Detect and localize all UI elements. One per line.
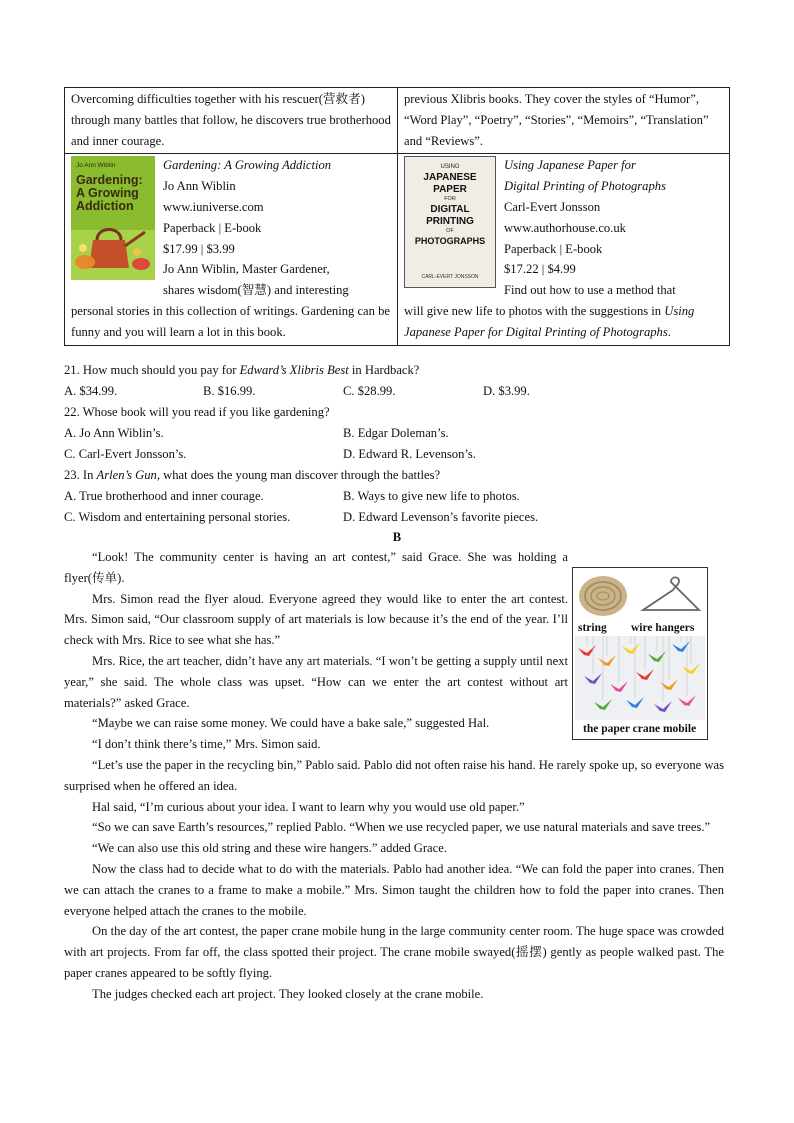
gardening-price: $17.99 | $3.99	[163, 241, 235, 256]
question-text: 21. How much should you pay for	[64, 363, 240, 377]
gardening-website: www.iuniverse.com	[163, 199, 264, 214]
question-text: 22. Whose book will you read if you like gardening?	[64, 405, 330, 419]
label-paper-crane-mobile: the paper crane mobile	[583, 723, 697, 735]
question-text-end: , what does the young man discover through the battles?	[156, 468, 441, 482]
story-passage	[64, 547, 724, 1005]
q21-option-b[interactable]: B. $16.99.	[203, 384, 256, 398]
story-paragraph-3: Mrs. Rice, the art teacher, didn’t have any art materials. “I won’t be getting a supply until next year,” she said. The whole class was upset. “How can we enter the art contest without art materials?” asked Grace.	[64, 653, 568, 710]
gardening-cover-title-1: Gardening:	[76, 173, 143, 188]
label-string: string	[578, 622, 607, 634]
jp-title-line-1: Using Japanese Paper for	[504, 158, 636, 173]
story-paragraph-8: “So we can save Earth’s resources,” replied Pablo. “When we use recycled paper, we use natural materials and save trees.”	[92, 820, 711, 835]
label-wire-hangers: wire hangers	[631, 622, 695, 634]
jp-price: $17.22 | $4.99	[504, 262, 576, 277]
jp-author: Carl-Evert Jonsson	[504, 199, 601, 214]
story-paragraph-6: “Let’s use the paper in the recycling bin,” Pablo said. Pablo did not often raise his hand. He rarely spoke up, so everyone was surprised when he offered an idea.	[64, 757, 724, 793]
book-table	[64, 87, 730, 346]
question-21	[64, 360, 754, 381]
q22-option-c[interactable]: C. Carl-Evert Jonsson’s.	[64, 447, 187, 461]
jp-cover-line-7: OF	[446, 228, 454, 235]
q23-option-c[interactable]: C. Wisdom and entertaining personal stories.	[64, 510, 291, 524]
jp-title-line-2: Digital Printing of Photographs	[504, 179, 666, 194]
cell-arlens-gun-desc	[65, 88, 398, 154]
jp-cover-author: CARL-EVERT JONSSON	[421, 274, 479, 281]
gardening-desc-start: Jo Ann Wiblin, Master Gardener,	[163, 262, 330, 277]
jp-cover-line-2: JAPANESE	[423, 172, 477, 184]
gardening-author: Jo Ann Wiblin	[163, 179, 236, 194]
q23-option-d[interactable]: D. Edward Levenson’s favorite pieces.	[343, 510, 539, 524]
jp-cover-line-4: FOR	[444, 196, 456, 203]
story-paragraph-4: “Maybe we can raise some money. We could have a bake sale,” suggested Hal.	[92, 716, 490, 731]
xlibris-desc-text: previous Xlibris books. They cover the styles of “Humor”, “Word Play”, “Poetry”, “Stories”, “Memoirs”, “Translation” and “Reviews”.	[404, 92, 709, 148]
q21-option-c[interactable]: C. $28.99.	[343, 384, 396, 398]
jp-desc-rest: will give new life to photos with the suggestions in	[404, 303, 662, 318]
gardening-cover-author: Jo Ann Wiblin	[76, 162, 116, 170]
story-paragraph-9: “We can also use this old string and these wire hangers.” added Grace.	[92, 841, 447, 856]
gardening-cover-title-2: A Growing	[76, 186, 139, 201]
gardening-cover-title-3: Addiction	[76, 199, 134, 214]
table-row	[65, 88, 730, 154]
jp-cover-line-1: USING	[440, 164, 460, 171]
story-paragraph-11: On the day of the art contest, the paper crane mobile hung in the large community center room. The huge space was crowded with art projects. From far off, the class spotted their project. The crane mobile swayed(摇摆) gently as people walked past. The paper cranes appeared to be softly flying.	[64, 924, 724, 980]
jp-desc-end: .	[667, 324, 671, 339]
cell-gardening-book	[65, 154, 398, 345]
jp-cover-line-3: PAPER	[433, 184, 467, 196]
story-paragraph-7: Hal said, “I’m curious about your idea. I want to learn why you would use old paper.”	[92, 799, 525, 814]
story-paragraph-1: “Look! The community center is having an art contest,” said Grace. She was holding a flyer(传单).	[64, 550, 568, 585]
arlens-gun-desc-text: Overcoming difficulties together with his rescuer(营救者) through many battles that follow, he discovers true brotherhood and inner courage.	[71, 92, 391, 148]
question-23	[64, 465, 754, 486]
q22-option-b[interactable]: B. Edgar Doleman’s.	[343, 426, 449, 440]
jp-website: www.authorhouse.co.uk	[504, 220, 626, 235]
table-row	[65, 154, 730, 345]
q21-option-d[interactable]: D. $3.99.	[483, 384, 530, 398]
japanese-paper-book-cover	[404, 156, 496, 288]
gardening-book-cover	[71, 156, 155, 280]
question-emphasis: Arlen’s Gun	[96, 468, 157, 482]
jp-format: Paperback | E-book	[504, 241, 603, 256]
question-22	[64, 402, 754, 423]
cell-xlibris-desc	[398, 88, 730, 154]
story-paragraph-5: “I don’t think there’s time,” Mrs. Simon said.	[92, 737, 321, 752]
story-paragraph-10: Now the class had to decide what to do with the materials. Pablo had another idea. “We can fold the paper into cranes. Then we can attach the cranes to a frame to make a mobile.” Mrs. Simon taught the children how to fold the paper into cranes. Then everyone helped attach the cranes to the mobile.	[64, 861, 724, 918]
jp-cover-line-8: PHOTOGRAPHS	[414, 236, 486, 247]
section-heading-b: B	[392, 530, 402, 544]
q23-option-b[interactable]: B. Ways to give new life to photos.	[343, 489, 520, 503]
jp-desc-title: Using Japanese Paper for Digital Printing of Photographs	[404, 303, 695, 339]
question-emphasis: Edward’s Xlibris Best	[239, 363, 349, 377]
gardening-desc-rest: shares wisdom(智慧) and interesting personal stories in this collection of writings. Gardening can be funny and you will learn a lot in this book.	[71, 283, 390, 339]
q22-option-d[interactable]: D. Edward R. Levenson’s.	[343, 447, 476, 461]
jp-desc-start: Find out how to use a method that	[504, 283, 676, 298]
story-paragraph-12: The judges checked each art project. They looked closely at the crane mobile.	[92, 986, 484, 1001]
q22-option-a[interactable]: A. Jo Ann Wiblin’s.	[64, 426, 164, 440]
jp-cover-line-6: PRINTING	[426, 216, 474, 228]
jp-cover-line-5: DIGITAL	[430, 204, 470, 216]
question-text: 23. In	[64, 468, 97, 482]
gardening-title: Gardening: A Growing Addiction	[163, 158, 332, 173]
gardening-format: Paperback | E-book	[163, 220, 262, 235]
q23-option-a[interactable]: A. True brotherhood and inner courage.	[64, 489, 264, 503]
question-text-end: in Hardback?	[348, 363, 420, 377]
figure-spacer	[568, 547, 724, 739]
q21-option-a[interactable]: A. $34.99.	[64, 384, 118, 398]
story-paragraph-2: Mrs. Simon read the flyer aloud. Everyone agreed they would like to enter the art contest. Mrs. Simon said, “Our classroom supply of art materials is low because it’s the end of the year. I’ll check with Mrs. Rice to see what she has.”	[64, 591, 568, 648]
cell-japanese-paper-book	[398, 154, 730, 345]
